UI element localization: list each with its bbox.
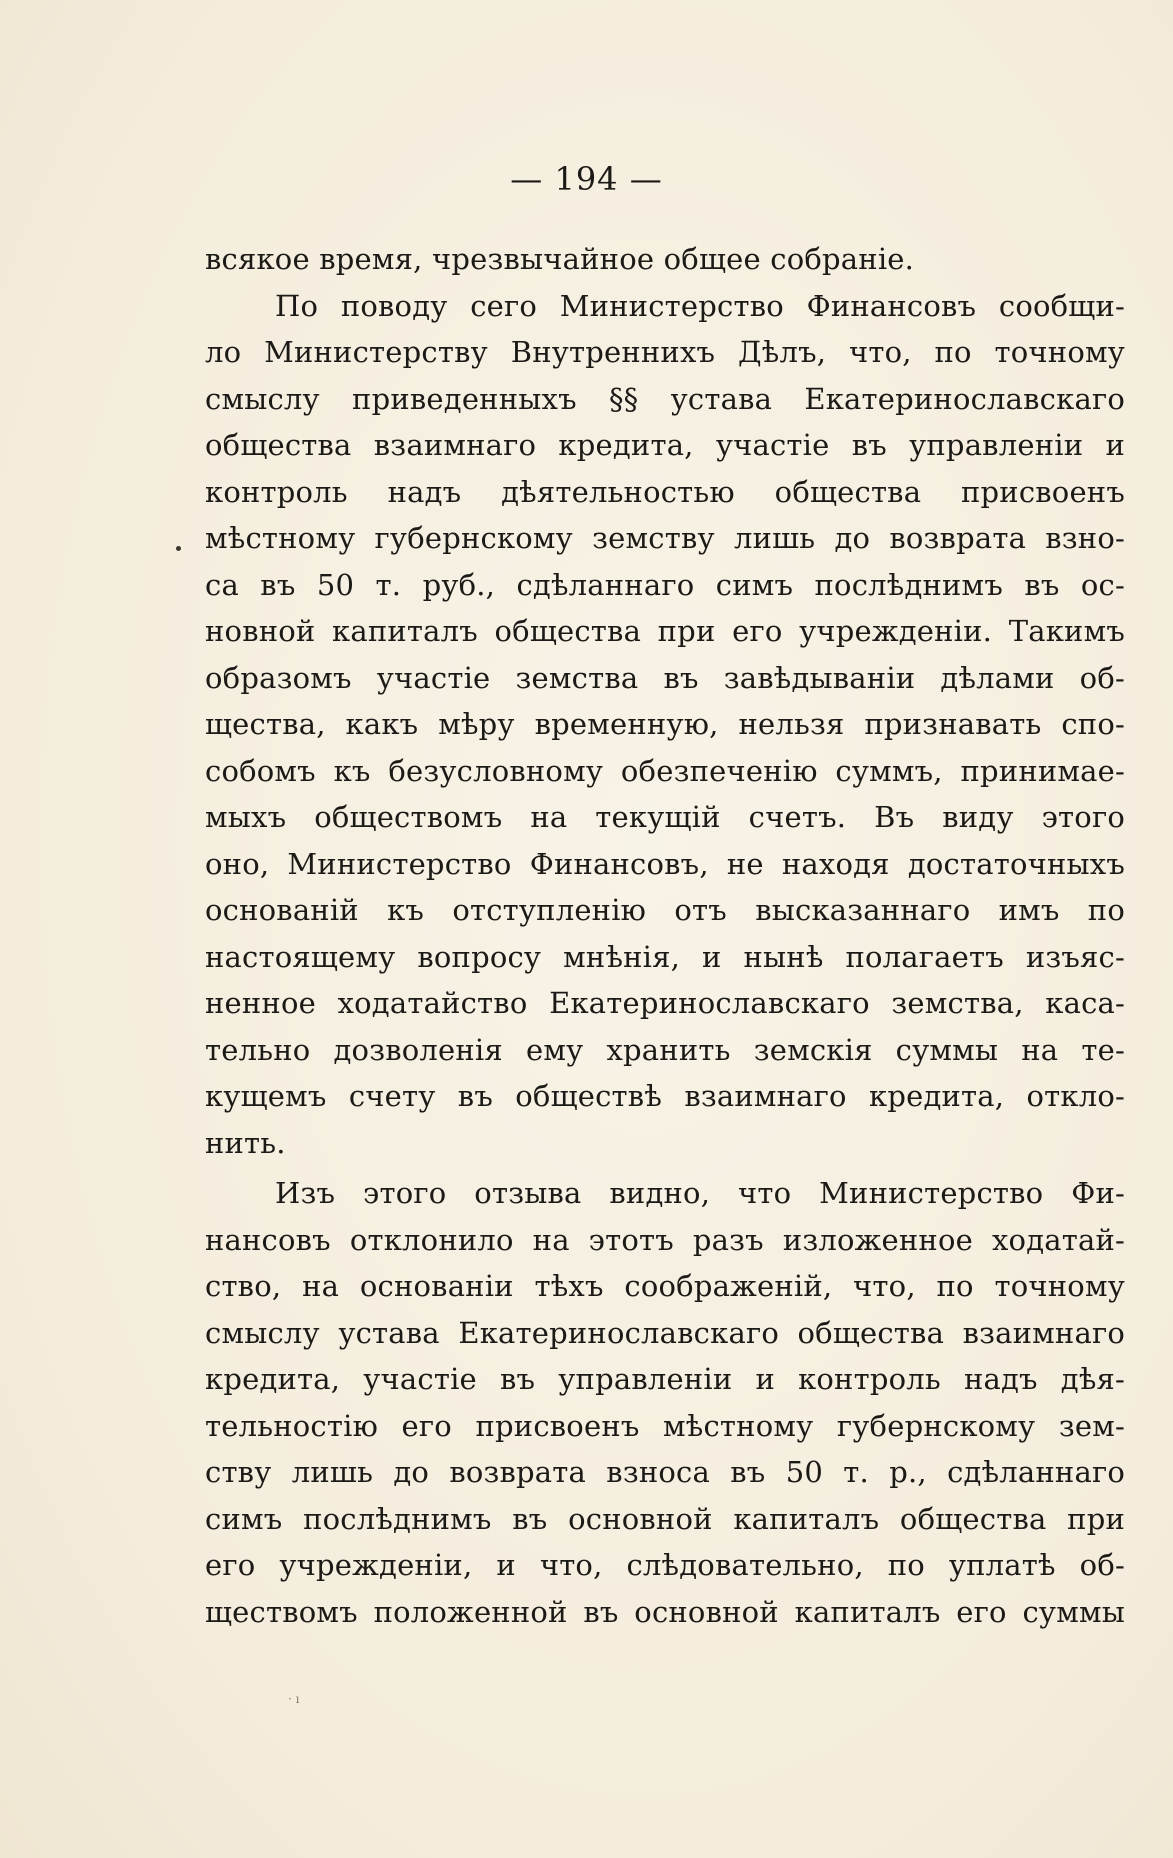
- text-line: щества, какъ мѣру временную, нельзя признавать спо-: [205, 707, 1125, 741]
- text-line: кущемъ счету въ обществѣ взаимнаго кредита, откло-: [205, 1079, 1125, 1113]
- margin-dot-mark: [176, 546, 181, 551]
- text-line: ство, на основанiи тѣхъ соображенiй, что, по точному: [205, 1269, 1125, 1303]
- text-line: ществомъ положенной въ основной капиталъ его суммы: [205, 1594, 1125, 1629]
- text-line: оно, Министерство Финансовъ, не находя достаточныхъ: [205, 846, 1125, 881]
- text-line: основанiй къ отступленiю отъ высказаннаго имъ по: [205, 893, 1125, 927]
- text-line: тельно дозволенiя ему хранить земскiя суммы на те-: [205, 1032, 1125, 1067]
- text-line: настоящему вопросу мнѣнiя, и нынѣ полагаетъ изъяс-: [205, 939, 1125, 974]
- text-line: мыхъ обществомъ на текущiй счетъ. Въ виду этого: [205, 800, 1125, 834]
- text-line: смыслу устава Екатеринославскаго общества взаимнаго: [205, 1315, 1125, 1350]
- text-line: смыслу приведенныхъ §§ устава Екатеринославскаго: [205, 381, 1125, 416]
- footer-smudge-mark: ‧ ı: [288, 1692, 300, 1706]
- text-line: ло Министерству Внутреннихъ Дѣлъ, что, по точному: [205, 335, 1125, 369]
- text-line: контроль надъ дѣятельностью общества присвоенъ: [205, 474, 1125, 509]
- text-line: нить.: [205, 1125, 286, 1160]
- text-line: ненное ходатайство Екатеринославскаго земства, каса-: [205, 986, 1125, 1020]
- text-line: нансовъ отклонило на этотъ разъ изложенное ходатай-: [205, 1222, 1125, 1257]
- text-line: его учрежденiи, и что, слѣдовательно, по уплатѣ об-: [205, 1548, 1125, 1582]
- text-line: симъ послѣднимъ въ основной капиталъ общества при: [205, 1501, 1125, 1536]
- body-text: [205, 236, 1125, 1635]
- page-number: — 194 —: [510, 160, 663, 198]
- text-line: всякое время, чрезвычайное общее собранiе.: [205, 242, 915, 276]
- text-line: Изъ этого отзыва видно, что Министерство Фи-: [275, 1176, 1125, 1210]
- text-line: новной капиталъ общества при его учрежденiи. Такимъ: [205, 614, 1125, 648]
- text-line: кредита, участiе въ управленiи и контроль надъ дѣя-: [205, 1362, 1125, 1396]
- text-line: тельностiю его присвоенъ мѣстному губернскому зем-: [205, 1408, 1125, 1443]
- text-line: По поводу сего Министерство Финансовъ сообщи-: [275, 288, 1125, 323]
- text-line: собомъ къ безусловному обезпеченiю суммъ, принимае-: [205, 753, 1125, 788]
- text-line: ству лишь до возврата взноса въ 50 т. р., сдѣланнаго: [205, 1455, 1125, 1489]
- text-line: са въ 50 т. руб., сдѣланнаго симъ послѣднимъ въ ос-: [205, 567, 1125, 602]
- text-line: общества взаимнаго кредита, участiе въ управленiи и: [205, 428, 1125, 462]
- text-line: образомъ участiе земства въ завѣдыванiи дѣлами об-: [205, 660, 1125, 695]
- text-line: мѣстному губернскому земству лишь до возврата взно-: [205, 521, 1125, 555]
